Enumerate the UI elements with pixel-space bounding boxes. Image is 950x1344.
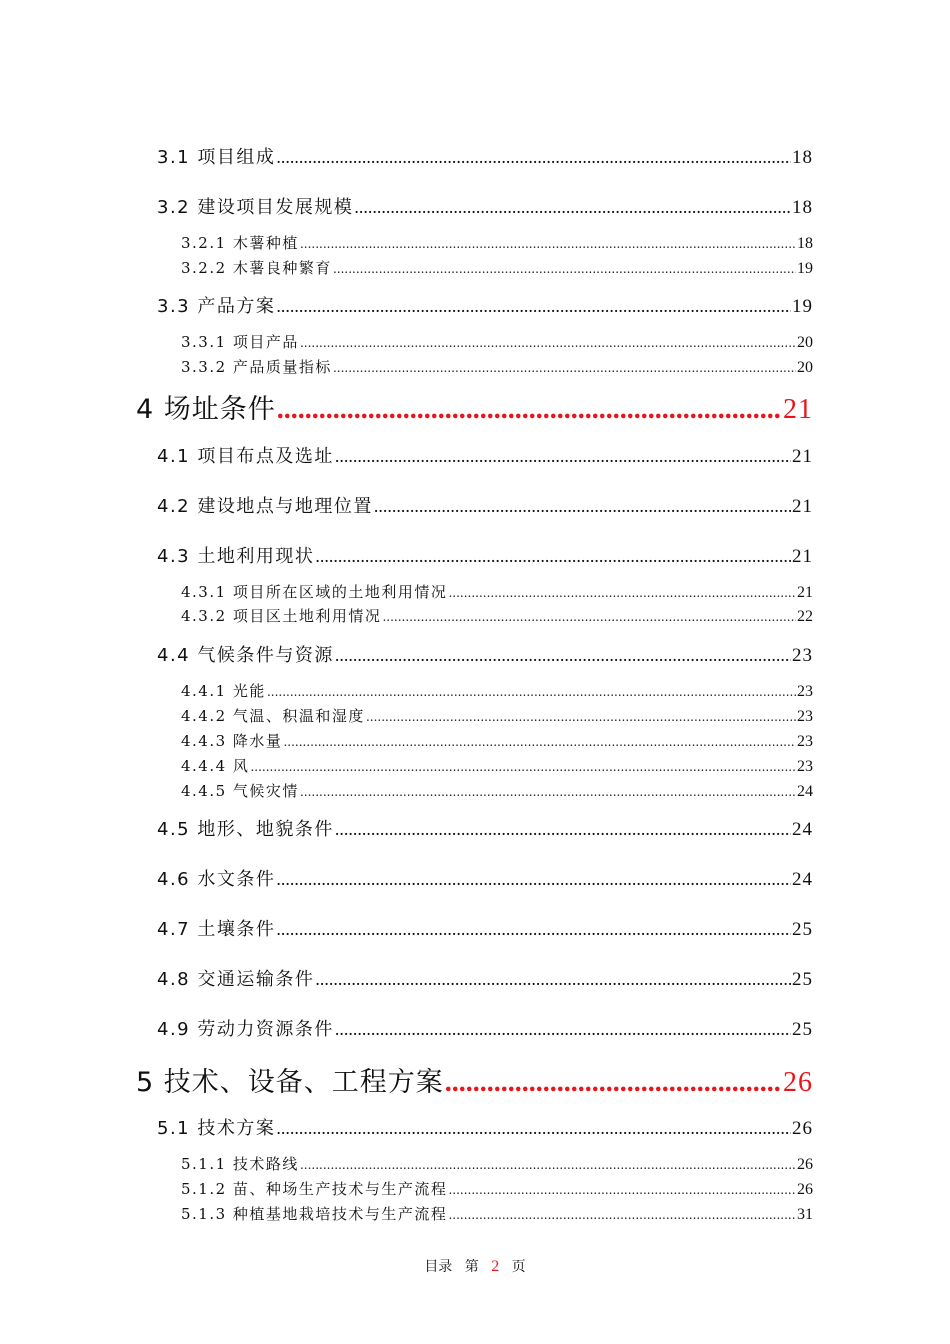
toc-leader-dots: [448, 1183, 796, 1197]
toc-entry-label: 3.3 产品方案: [157, 296, 276, 317]
toc-leader-dots: [333, 361, 796, 375]
toc-leader-dots: [276, 296, 791, 317]
toc-entry-label: 5.1.2 苗、种场生产技术与生产流程: [181, 1180, 448, 1198]
toc-leader-dots: [300, 1158, 796, 1172]
toc-entry[interactable]: [181, 705, 813, 725]
toc-entry-page: 19: [792, 296, 813, 317]
toc-entry[interactable]: [157, 143, 813, 167]
toc-entry-label: 4.3 土地利用现状: [157, 546, 315, 567]
toc-chapter-entry[interactable]: [136, 387, 813, 425]
page-footer: [0, 1256, 950, 1276]
toc-leader-dots: [276, 147, 791, 168]
toc-entry-label: 4.2 建设地点与地理位置: [157, 496, 373, 517]
toc-entry-page: 26: [797, 1156, 813, 1173]
toc-entry[interactable]: [157, 292, 813, 316]
footer-di: 第: [464, 1259, 479, 1275]
toc-chapter-label: 4 场址条件: [136, 394, 276, 425]
toc-leader-dots: [276, 869, 791, 890]
toc-leader-dots: [448, 586, 796, 600]
footer-prefix: 目录: [424, 1259, 453, 1275]
toc-entry-page: 21: [792, 546, 813, 567]
toc-entry-label: 4.8 交通运输条件: [157, 969, 315, 990]
toc-entry[interactable]: [157, 641, 813, 665]
toc-entry[interactable]: [157, 965, 813, 989]
toc-leader-dots: [335, 819, 791, 840]
toc-entry-label: 4.4 气候条件与资源: [157, 645, 334, 666]
toc-entry-page: 23: [797, 733, 813, 750]
toc-leader-dots: [335, 1019, 791, 1040]
toc-entry-page: 25: [792, 919, 813, 940]
toc-leader-dots: [276, 919, 791, 940]
toc-entry[interactable]: [157, 865, 813, 889]
toc-entry[interactable]: [181, 755, 813, 775]
toc-leader-dots: [374, 496, 791, 517]
toc-entry[interactable]: [157, 442, 813, 466]
toc-entry[interactable]: [157, 1114, 813, 1138]
toc-entry-page: 26: [792, 1118, 813, 1139]
toc-entry-page: 21: [797, 584, 813, 601]
toc-entry-label: 4.4.3 降水量: [181, 732, 283, 750]
toc-entry-page: 20: [797, 359, 813, 376]
toc-leader-dots: [315, 546, 791, 567]
toc-entry-page: 26: [797, 1181, 813, 1198]
toc-entry[interactable]: [181, 232, 813, 252]
toc-entry-page: 19: [797, 260, 813, 277]
toc-leader-dots: [448, 1208, 796, 1222]
toc-entry[interactable]: [181, 605, 813, 625]
toc-entry-label: 5.1.1 技术路线: [181, 1155, 299, 1173]
toc-entry-label: 4.3.1 项目所在区域的土地利用情况: [181, 583, 448, 601]
toc-chapter-label: 5 技术、设备、工程方案: [136, 1067, 444, 1098]
toc-leader-dots: [267, 685, 796, 699]
toc-entry-label: 3.2 建设项目发展规模: [157, 197, 354, 218]
toc-entry-page: 23: [792, 645, 813, 666]
toc-leader-dots: [277, 394, 782, 426]
toc-leader-dots: [250, 760, 796, 774]
toc-entry-label: 4.7 土壤条件: [157, 919, 276, 940]
toc-entry-page: 24: [792, 819, 813, 840]
toc-entry[interactable]: [181, 1203, 813, 1223]
toc-entry-page: 22: [797, 608, 813, 625]
toc-entry-label: 5.1.3 种植基地栽培技术与生产流程: [181, 1205, 448, 1223]
toc-entry[interactable]: [157, 542, 813, 566]
toc-entry-label: 4.1 项目布点及选址: [157, 446, 334, 467]
toc-chapter-page: 21: [783, 394, 813, 425]
toc-entry-label: 4.4.2 气温、积温和湿度: [181, 707, 365, 725]
toc-entry-page: 31: [797, 1206, 813, 1223]
toc-entry-page: 25: [792, 969, 813, 990]
toc-leader-dots: [315, 969, 791, 990]
toc-leader-dots: [335, 446, 791, 467]
toc-entry-page: 18: [792, 197, 813, 218]
toc-leader-dots: [382, 610, 796, 624]
toc-entry-page: 23: [797, 683, 813, 700]
toc-entry-page: 25: [792, 1019, 813, 1040]
toc-entry[interactable]: [181, 680, 813, 700]
toc-entry[interactable]: [181, 1153, 813, 1173]
toc-entry[interactable]: [157, 815, 813, 839]
toc-entry-label: 4.9 劳动力资源条件: [157, 1019, 334, 1040]
toc-entry[interactable]: [181, 356, 813, 376]
toc-leader-dots: [300, 237, 796, 251]
toc-entry-page: 23: [797, 708, 813, 725]
toc-entry-page: 21: [792, 496, 813, 517]
toc-chapter-page: 26: [783, 1067, 813, 1098]
toc-leader-dots: [300, 336, 796, 350]
toc-entry-page: 21: [792, 446, 813, 467]
footer-page-number: 2: [491, 1258, 500, 1275]
toc-entry[interactable]: [181, 581, 813, 601]
toc-leader-dots: [333, 262, 796, 276]
toc-leader-dots: [276, 1118, 791, 1139]
toc-entry-label: 4.4.1 光能: [181, 682, 266, 700]
toc-entry-label: 3.3.1 项目产品: [181, 333, 299, 351]
toc-entry-page: 20: [797, 334, 813, 351]
toc-chapter-entry[interactable]: [136, 1060, 813, 1098]
toc-entry-page: 18: [792, 147, 813, 168]
toc-entry-label: 3.2.2 木薯良种繁育: [181, 259, 332, 277]
toc-leader-dots: [366, 710, 796, 724]
toc-entry-page: 23: [797, 758, 813, 775]
toc-entry-label: 4.5 地形、地貌条件: [157, 819, 334, 840]
toc-entry-label: 4.6 水文条件: [157, 869, 276, 890]
toc-entry[interactable]: [181, 257, 813, 277]
toc-entry-page: 18: [797, 235, 813, 252]
toc-entry-label: 3.3.2 产品质量指标: [181, 358, 332, 376]
toc-leader-dots: [354, 197, 791, 218]
toc-entry-label: 4.3.2 项目区土地利用情况: [181, 607, 382, 625]
toc-entry-label: 5.1 技术方案: [157, 1118, 276, 1139]
toc-entry[interactable]: [157, 915, 813, 939]
toc-entry[interactable]: [181, 780, 813, 800]
toc-entry[interactable]: [157, 1015, 813, 1039]
toc-entry[interactable]: [181, 331, 813, 351]
toc-entry-label: 3.2.1 木薯种植: [181, 234, 299, 252]
toc-entry-label: 4.4.5 气候灾情: [181, 782, 299, 800]
toc-leader-dots: [283, 735, 796, 749]
toc-entry-label: 4.4.4 风: [181, 757, 250, 775]
footer-ye: 页: [511, 1259, 526, 1275]
toc-entry[interactable]: [181, 730, 813, 750]
toc-entry[interactable]: [157, 193, 813, 217]
toc-leader-dots: [300, 785, 796, 799]
toc-leader-dots: [335, 645, 791, 666]
toc-entry[interactable]: [181, 1178, 813, 1198]
toc-entry[interactable]: [157, 492, 813, 516]
toc-entry-label: 3.1 项目组成: [157, 147, 276, 168]
toc-entry-page: 24: [792, 869, 813, 890]
toc-leader-dots: [445, 1067, 782, 1099]
toc-entry-page: 24: [797, 783, 813, 800]
